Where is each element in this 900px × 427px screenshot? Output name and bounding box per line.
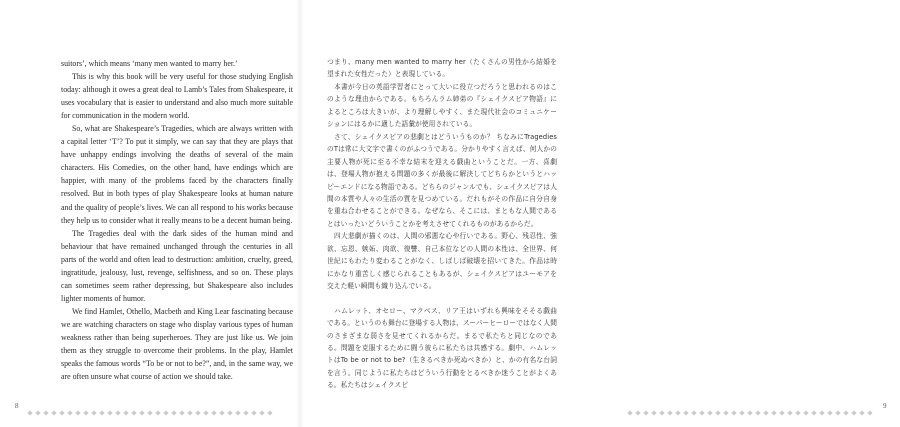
paragraph: suitors’, which means ‘many men wanted to marry her.’ xyxy=(61,59,238,68)
ornament-diamond xyxy=(147,410,152,415)
ornament-diamond xyxy=(267,410,272,415)
ornament-diamond xyxy=(827,410,832,415)
ornament-diamond xyxy=(723,410,728,415)
japanese-text-block xyxy=(327,56,557,392)
paragraph: 四大悲劇が描くのは、人間の邪悪な心や行いである。野心、残忍性、強欲、忘恩、嫉妬、肉欲、復讐、自己本位などの人間の本性は、全世界、何世紀にもわたり変わることがなく、しばしば破壊を招いてきた。作品は時にかなり重苦しく感じられることもあるが、シェイクスピアはユーモアを交えた軽い瞬間も織り込んでいる。 xyxy=(327,232,557,291)
ornament-diamond xyxy=(779,410,784,415)
ornament-diamond xyxy=(731,410,736,415)
ornament-diamond xyxy=(211,410,216,415)
ornament-diamond xyxy=(115,410,120,415)
ornament-diamond xyxy=(195,410,200,415)
ornament-diamond xyxy=(843,410,848,415)
ornament-diamond xyxy=(219,410,224,415)
ornament-diamond xyxy=(707,410,712,415)
ornament-diamond xyxy=(107,410,112,415)
ornament-diamond xyxy=(795,410,800,415)
ornament-diamond xyxy=(99,410,104,415)
ornament-diamond xyxy=(131,410,136,415)
ornament-diamond xyxy=(243,410,248,415)
ornament-diamond xyxy=(59,410,64,415)
ornament-diamond xyxy=(27,410,32,415)
ornament-diamond xyxy=(75,410,80,415)
left-page xyxy=(0,0,300,427)
ornament-diamond xyxy=(51,410,56,415)
ornament-diamond xyxy=(163,410,168,415)
ornament-diamond xyxy=(691,410,696,415)
ornament-diamond xyxy=(251,410,256,415)
ornament-diamond xyxy=(43,410,48,415)
ornament-diamond xyxy=(867,410,872,415)
ornament-diamond xyxy=(739,410,744,415)
ornament-diamond xyxy=(811,410,816,415)
ornament-diamond xyxy=(155,410,160,415)
ornament-diamond xyxy=(699,410,704,415)
paragraph: So, what are Shakespeare’s Tragedies, which are always written with a capital letter ‘T’? To put it simply, we can say that they are plays that have unhappy endings involving the deaths of several of the main characters. His Comedies, on the other hand, have endings which are happier, with many of the problems faced by the characters finally resolved. But in both types of play Shakespeare looks at human nature and the quality of people’s lives. We can all respond to his works because they help us to consider what it really means to be a decent human being. xyxy=(61,124,293,225)
ornament-diamond xyxy=(715,410,720,415)
ornament-diamond xyxy=(659,410,664,415)
ornament-diamond xyxy=(683,410,688,415)
ornament-diamond xyxy=(835,410,840,415)
ornament-diamond xyxy=(227,410,232,415)
ornament-rule xyxy=(627,403,875,409)
english-text-block xyxy=(61,57,293,383)
paragraph: 本書が今日の英語学習者にとって大いに役立つだろうと思われるのはこのような理由からである。もちろんラム姉弟の『シェイクスピア物語』によるところは大きいが、より理解しやすく、また現代社会のコミュニケーションにはるかに適した語彙が使用されている。 xyxy=(327,82,557,129)
page-number: 8 xyxy=(15,402,19,410)
ornament-diamond xyxy=(123,410,128,415)
ornament-diamond xyxy=(235,410,240,415)
ornament-diamond xyxy=(851,410,856,415)
ornament-diamond xyxy=(771,410,776,415)
page-number: 9 xyxy=(883,402,887,410)
ornament-rule xyxy=(27,403,275,409)
ornament-diamond xyxy=(667,410,672,415)
ornament-diamond xyxy=(651,410,656,415)
right-footer xyxy=(600,401,900,411)
ornament-diamond xyxy=(139,410,144,415)
paragraph: This is why this book will be very useful for those studying English today: although it owes a great deal to Lamb’s Tales from Shakespeare, it uses vocabulary that is easier to understand and also much more suitable for communication in the modern world. xyxy=(61,72,293,121)
ornament-diamond xyxy=(747,410,752,415)
paragraph: ハムレット、オセロー、マクベス、リア王はいずれも興味をそそる戯曲である。というのも舞台に登場する人物は、スーパーヒーローではなく人間のさまざまな弱さを見せてくれるからだ。まるで私たちと同じなのである。問題を克服するために闘う彼らに私たちは共感する。劇中、ハムレットはTo be or not to be?（生きるべきか死ぬべきか）と、かの有名な台詞を言う。同じように私たちはどういう行動をとるべきか迷うことがよくある。私たちはシェイクスピ xyxy=(327,306,557,390)
ornament-diamond xyxy=(67,410,72,415)
ornament-diamond xyxy=(91,410,96,415)
left-footer xyxy=(0,401,300,411)
ornament-diamond xyxy=(259,410,264,415)
paragraph: The Tragedies deal with the dark sides of the human mind and behaviour that have remained unchanged through the centuries in all parts of the world and often lead to destruction: ambition, cruelty, greed, ingratitude, jealousy, lust, revenge, selfishness, and so on. These plays can sometimes seem rather depressing, but Shakespeare also includes lighter moments of humor. xyxy=(61,228,293,303)
ornament-diamond xyxy=(859,410,864,415)
ornament-diamond xyxy=(763,410,768,415)
ornament-diamond xyxy=(819,410,824,415)
ornament-diamond xyxy=(755,410,760,415)
ornament-diamond xyxy=(675,410,680,415)
paragraph: We find Hamlet, Othello, Macbeth and King Lear fascinating because we are watching characters on stage who display various types of human weakness rather than being superheroes. They are just like us. We join them as they struggle to overcome their problems. In the play, Hamlet speaks the famous words “To be or not to be?”, and, in the same way, we are often unsure what course of action we should take. xyxy=(61,306,293,382)
ornament-diamond xyxy=(179,410,184,415)
paragraph: さて、シェイクスピアの悲劇とはどういうものか？ ちなみにTragediesのTは常に大文字で書くのがふつうである。分かりやすく言えば、何人かの主要人物が死に至る不幸な結末を迎える戯曲ということだ。一方、喜劇は、登場人物が抱える問題の多くが最後に解決してどちらかというとハッピーエンドになる物語である。どちらのジャンルでも、シェイクスピアは人間の本質や人々の生活の質を見つめている。だれもがその作品に自分自身を重ね合わせることができる。なぜなら、そこには、まともな人間であるとはいったいどういうことかを考えさせてくれるものがあるからだ。 xyxy=(327,132,557,228)
ornament-diamond xyxy=(83,410,88,415)
ornament-diamond xyxy=(187,410,192,415)
ornament-diamond xyxy=(35,410,40,415)
ornament-diamond xyxy=(643,410,648,415)
ornament-diamond xyxy=(203,410,208,415)
ornament-diamond xyxy=(627,410,632,415)
ornament-diamond xyxy=(787,410,792,415)
right-page xyxy=(300,0,887,427)
ornament-diamond xyxy=(635,410,640,415)
ornament-diamond xyxy=(171,410,176,415)
paragraph: つまり、many men wanted to marry her（たくさんの男性から結婚を望まれた女性だった）と表現している。 xyxy=(327,58,557,79)
ornament-diamond xyxy=(803,410,808,415)
